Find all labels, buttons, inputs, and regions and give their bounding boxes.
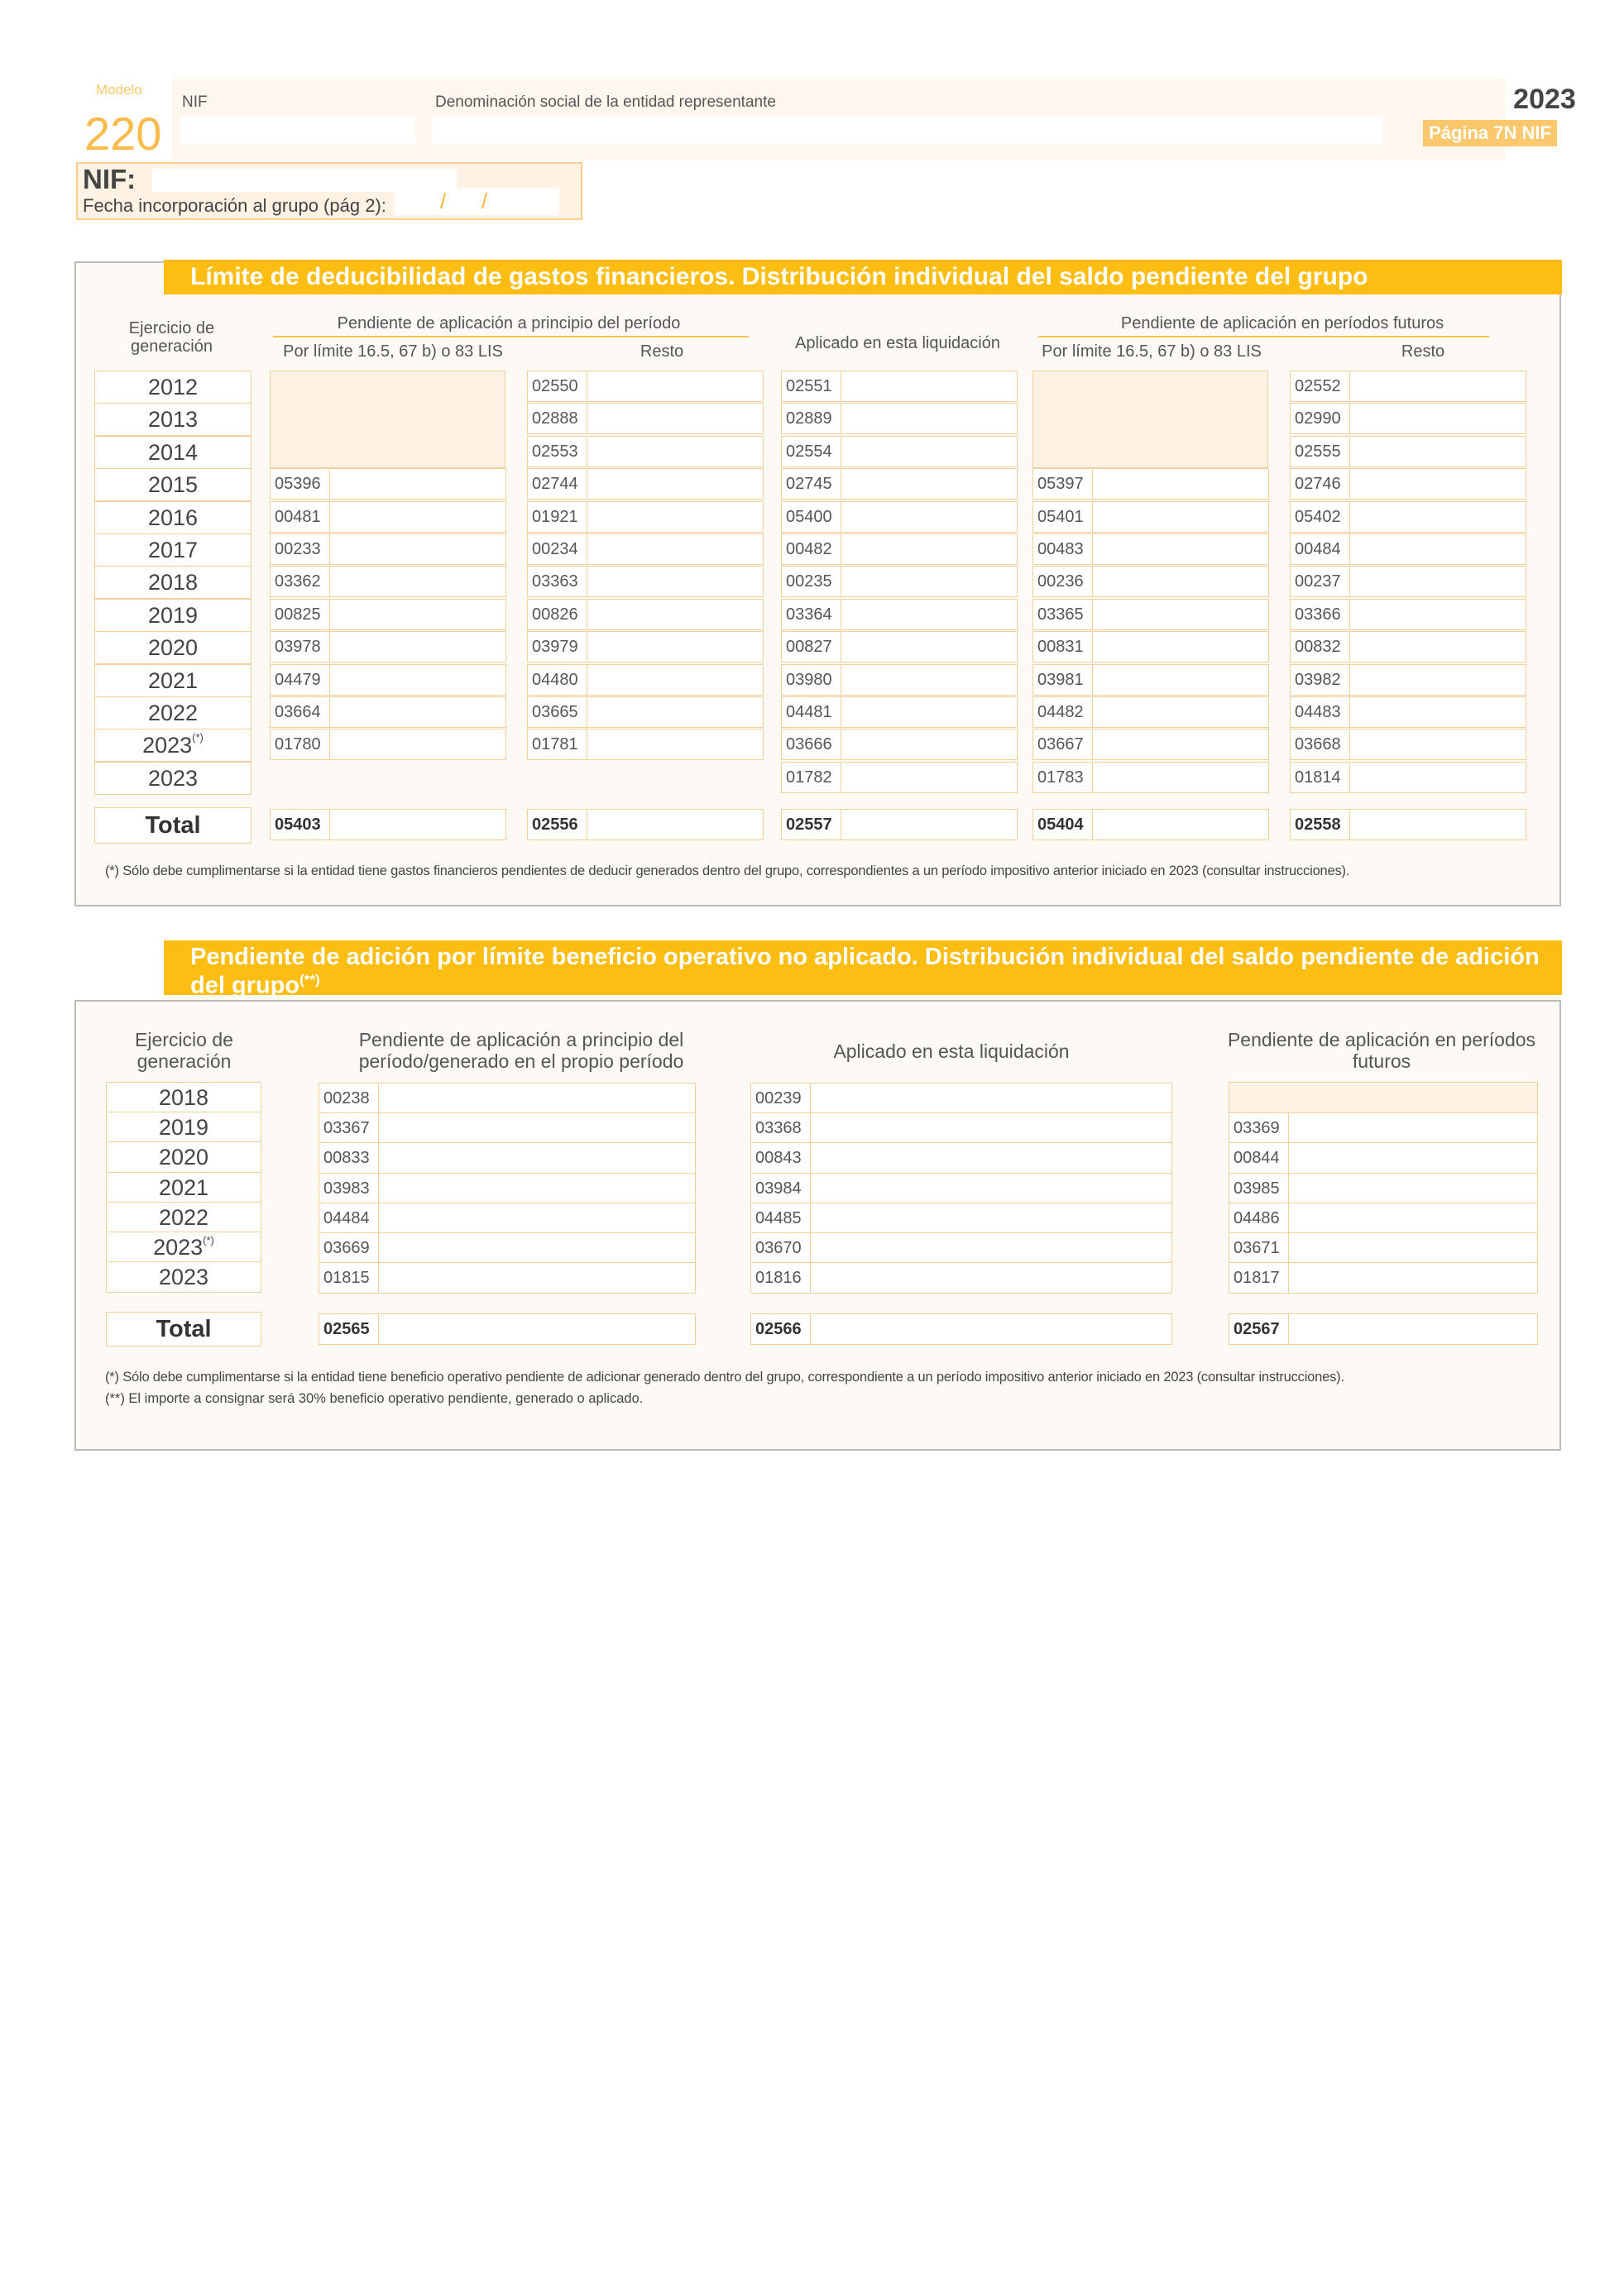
s2-input-00843[interactable] — [750, 1142, 1172, 1174]
s1-input-04483-code: 04483 — [1291, 697, 1350, 727]
s1-input-05400[interactable] — [781, 501, 1018, 533]
page-badge: Página 7N NIF — [1423, 120, 1557, 146]
s2-input-03367[interactable] — [319, 1112, 696, 1144]
s1-input-00234[interactable] — [527, 533, 764, 565]
s1-input-00483-code: 00483 — [1033, 534, 1093, 564]
s1-input-03362[interactable] — [270, 566, 506, 597]
s1-input-00482-code: 00482 — [782, 534, 841, 564]
s1-input-03980[interactable] — [781, 664, 1018, 696]
s1-total-label — [94, 807, 252, 844]
s1-input-03666-code: 03666 — [782, 729, 841, 759]
date-separator-1: / — [440, 189, 447, 213]
s2-total-label — [106, 1312, 261, 1347]
s1-year-row — [94, 371, 252, 404]
s1-input-02745[interactable] — [781, 468, 1018, 500]
s2-year-row-label: 2021 — [158, 1175, 209, 1200]
s2-input-00238-code: 00238 — [319, 1083, 379, 1113]
s1-input-01783-code: 01783 — [1033, 763, 1093, 792]
s1-input-03363-code: 03363 — [528, 567, 587, 596]
s1-input-00826-code: 00826 — [528, 600, 587, 629]
s1-input-00237[interactable] — [1290, 566, 1526, 597]
s2-input-03671-code: 03671 — [1229, 1233, 1289, 1263]
s1-input-00235[interactable] — [781, 566, 1018, 597]
s1-input-02550[interactable] — [527, 371, 764, 402]
section2-title-mark: (**) — [299, 972, 320, 988]
s1-input-03981-code: 03981 — [1033, 665, 1093, 695]
s1-input-01921-code: 01921 — [528, 502, 587, 532]
s1-input-03979-code: 03979 — [528, 632, 587, 662]
s1-input-00236[interactable] — [1032, 566, 1269, 597]
header — [74, 79, 1576, 161]
s2-input-04484-code: 04484 — [319, 1203, 379, 1233]
s1-input-00825-code: 00825 — [271, 600, 330, 629]
s1-input-03365-code: 03365 — [1033, 600, 1093, 629]
s1-input-00235-code: 00235 — [782, 567, 841, 596]
s1-input-02550-code: 02550 — [528, 371, 587, 401]
s1-input-03667-code: 03667 — [1033, 729, 1093, 759]
s2-input-00238[interactable] — [319, 1083, 696, 1114]
s1-input-05400-code: 05400 — [782, 502, 841, 532]
s2-input-00239[interactable] — [750, 1083, 1172, 1114]
s1-input-00832[interactable] — [1290, 631, 1526, 662]
s1-col-aplicado: Aplicado en esta liquidación — [795, 334, 1000, 352]
s1-input-00826[interactable] — [527, 599, 764, 630]
s2-input-00239-code: 00239 — [751, 1083, 811, 1113]
s2-year-row-mark: (*) — [203, 1234, 214, 1246]
s1-input-03665-code: 03665 — [528, 697, 587, 727]
s1-year-row — [94, 436, 252, 469]
s2-total-02567-code: 02567 — [1229, 1314, 1289, 1344]
s1-input-01780[interactable] — [270, 729, 506, 760]
s1-input-04480[interactable] — [527, 664, 764, 696]
s1-total-02558[interactable] — [1290, 809, 1526, 840]
s1-input-00827[interactable] — [781, 631, 1018, 662]
s1-input-03364[interactable] — [781, 599, 1018, 630]
s2-input-01817[interactable] — [1229, 1262, 1538, 1294]
s1-input-05397-code: 05397 — [1033, 469, 1093, 499]
s1-input-04482-code: 04482 — [1033, 697, 1093, 727]
s1-input-03982-code: 03982 — [1291, 665, 1350, 695]
year-label: 2023 — [1513, 84, 1576, 115]
s2-input-03670-code: 03670 — [751, 1233, 811, 1263]
modelo-label: Modelo — [96, 82, 142, 98]
s1-input-02888-code: 02888 — [528, 404, 587, 433]
s1-input-03363[interactable] — [527, 566, 764, 597]
s1-year-row-label: 2014 — [147, 440, 199, 465]
s1-input-00481[interactable] — [270, 501, 506, 533]
s1-input-04483[interactable] — [1290, 696, 1526, 728]
s1-total-02557[interactable] — [781, 809, 1018, 840]
s1-year-row-label: 2017 — [147, 538, 199, 562]
s1-col-resto-2: Resto — [1401, 342, 1445, 361]
s1-year-row — [94, 501, 252, 534]
s1-input-03668[interactable] — [1290, 729, 1526, 760]
s1-year-row-label: 2016 — [147, 505, 199, 530]
section1-title: Límite de deducibilidad de gastos financieros. Distribución individual del saldo pendiente del grupo — [164, 260, 1562, 294]
s1-footnote: (*) Sólo debe cumplimentarse si la entidad tiene gastos financieros pendientes de deducir generados dentro del grupo, correspondientes a un período impositivo anterior iniciado en 2023 (consultar instrucciones). — [105, 863, 1350, 878]
s2-input-03368-code: 03368 — [751, 1113, 811, 1143]
s1-input-05397[interactable] — [1032, 468, 1269, 500]
s1-total-02557-code: 02557 — [782, 810, 841, 839]
s2-input-03367-code: 03367 — [319, 1113, 379, 1143]
s2-col-principio: Pendiente de aplicación a principio del período/generado en el propio período — [358, 1029, 684, 1072]
s1-input-01781[interactable] — [527, 729, 764, 760]
s1-col-limite-1: Por límite 16.5, 67 b) o 83 LIS — [283, 342, 503, 361]
s1-year-row — [94, 566, 252, 599]
s1-input-00825[interactable] — [270, 599, 506, 630]
s1-input-03667[interactable] — [1032, 729, 1269, 760]
s1-year-row-label: 2015 — [147, 472, 199, 497]
s1-input-02553-code: 02553 — [528, 437, 587, 466]
s2-input-01815[interactable] — [319, 1262, 696, 1294]
s2-year-row-label: 2018 — [158, 1085, 209, 1110]
s1-input-00481-code: 00481 — [271, 502, 330, 532]
s1-year-row-label: 2022 — [147, 701, 199, 725]
s1-year-row — [94, 599, 252, 632]
s1-input-03665[interactable] — [527, 696, 764, 728]
s1-input-02990[interactable] — [1290, 403, 1526, 434]
s1-col-group-futuros: Pendiente de aplicación en períodos futuros — [1120, 314, 1444, 332]
denominacion-label: Denominación social de la entidad representante — [435, 93, 776, 111]
s1-input-01780-code: 01780 — [271, 729, 330, 759]
s1-input-00831-code: 00831 — [1033, 632, 1093, 662]
s2-footnote-1: (*) Sólo debe cumplimentarse si la entidad tiene beneficio operativo pendiente de adicionar generado dentro del grupo, correspondiente a un período impositivo anterior iniciado en 2023 (consultar instrucciones). — [105, 1370, 1344, 1385]
nif-input[interactable] — [180, 115, 415, 145]
s2-year-row — [106, 1082, 261, 1113]
s1-input-03982[interactable] — [1290, 664, 1526, 696]
s2-input-03671[interactable] — [1229, 1232, 1538, 1264]
s2-col-ejercicio: Ejercicio de generación — [135, 1029, 233, 1072]
s1-total-02556-code: 02556 — [528, 810, 587, 839]
s1-year-row — [94, 403, 252, 436]
s1-input-02552-code: 02552 — [1291, 371, 1350, 401]
s1-shaded-limite-futuros — [1032, 371, 1268, 468]
s1-input-02551-code: 02551 — [782, 371, 841, 401]
s2-input-03369-code: 03369 — [1229, 1113, 1289, 1143]
s2-total-02565[interactable] — [319, 1313, 696, 1345]
s2-input-01815-code: 01815 — [319, 1263, 379, 1293]
s1-input-00832-code: 00832 — [1291, 632, 1350, 662]
s1-input-02889[interactable] — [781, 403, 1018, 434]
s1-year-row-label: 2021 — [147, 668, 199, 693]
s2-year-row — [106, 1261, 261, 1293]
s2-total-02566[interactable] — [750, 1313, 1172, 1345]
s2-input-00843-code: 00843 — [751, 1143, 811, 1173]
s1-input-05402[interactable] — [1290, 501, 1526, 533]
s1-input-00831[interactable] — [1032, 631, 1269, 662]
s1-input-04479[interactable] — [270, 664, 506, 696]
s1-input-02744-code: 02744 — [528, 469, 587, 499]
s1-year-row-label: 2020 — [147, 635, 199, 660]
s1-rule-futuros — [1038, 336, 1489, 337]
s1-year-row — [94, 664, 252, 697]
s1-input-01783[interactable] — [1032, 762, 1269, 793]
s2-input-03985[interactable] — [1229, 1173, 1538, 1204]
section2-title-line2-wrap — [190, 969, 1562, 997]
s1-input-04482[interactable] — [1032, 696, 1269, 728]
s2-year-row-label: 2019 — [158, 1115, 209, 1140]
s1-input-03366[interactable] — [1290, 599, 1526, 630]
s1-input-03981[interactable] — [1032, 664, 1269, 696]
s1-input-00484[interactable] — [1290, 533, 1526, 565]
s1-input-00482[interactable] — [781, 533, 1018, 565]
s1-total-05404[interactable] — [1032, 809, 1269, 840]
s2-year-row-label: 2023 — [158, 1265, 209, 1289]
s1-year-row-mark: (*) — [192, 731, 204, 744]
s1-input-02555-code: 02555 — [1291, 437, 1350, 466]
s2-year-row — [106, 1172, 261, 1203]
s2-input-00833[interactable] — [319, 1142, 696, 1174]
s2-input-03984-code: 03984 — [751, 1174, 811, 1203]
s2-input-03369[interactable] — [1229, 1112, 1538, 1144]
s1-total-02556[interactable] — [527, 809, 764, 840]
s1-input-04480-code: 04480 — [528, 665, 587, 695]
s2-input-00844[interactable] — [1229, 1142, 1538, 1174]
s1-year-row — [94, 631, 252, 664]
section2-title-bar — [164, 940, 1562, 999]
s2-input-03669[interactable] — [319, 1232, 696, 1264]
s2-input-03368[interactable] — [750, 1112, 1172, 1144]
s1-input-02745-code: 02745 — [782, 469, 841, 499]
s1-input-02888[interactable] — [527, 403, 764, 434]
s1-input-01921[interactable] — [527, 501, 764, 533]
s1-input-03664-code: 03664 — [271, 697, 330, 727]
s1-year-row — [94, 729, 252, 762]
s2-input-03669-code: 03669 — [319, 1233, 379, 1263]
s2-shaded-futuros-2018 — [1229, 1082, 1538, 1115]
s1-input-05402-code: 05402 — [1291, 502, 1350, 532]
s2-year-row-label: 2023 — [153, 1235, 204, 1260]
nif-label: NIF — [182, 93, 208, 111]
s1-input-00483[interactable] — [1032, 533, 1269, 565]
s1-year-row-label: 2013 — [147, 407, 199, 432]
s1-input-00236-code: 00236 — [1033, 567, 1093, 596]
s1-input-00827-code: 00827 — [782, 632, 841, 662]
s1-input-00233-code: 00233 — [271, 534, 330, 564]
s1-col-limite-2: Por límite 16.5, 67 b) o 83 LIS — [1042, 342, 1262, 361]
s1-year-row-label: 2023 — [147, 766, 199, 791]
s1-input-01782-code: 01782 — [782, 763, 841, 792]
s1-input-03668-code: 03668 — [1291, 729, 1350, 759]
s2-footnote-2: (**) El importe a consignar será 30% beneficio operativo pendiente, generado o aplicado. — [105, 1391, 644, 1406]
s2-input-04484[interactable] — [319, 1203, 696, 1234]
s1-input-01782[interactable] — [781, 762, 1018, 793]
section2-title-line2: del grupo — [190, 972, 300, 999]
s1-input-00237-code: 00237 — [1291, 567, 1350, 596]
fecha-label: Fecha incorporación al grupo (pág 2): — [83, 195, 386, 216]
s1-input-02990-code: 02990 — [1291, 404, 1350, 433]
s1-input-03666[interactable] — [781, 729, 1018, 760]
s1-year-row — [94, 533, 252, 567]
s1-input-02554-code: 02554 — [782, 437, 841, 466]
s2-input-04485-code: 04485 — [751, 1203, 811, 1233]
s1-input-03978-code: 03978 — [271, 632, 330, 662]
modelo-number: 220 — [84, 108, 162, 160]
s1-year-row — [94, 762, 252, 795]
nif-big-label: NIF: — [83, 164, 137, 194]
s1-input-03366-code: 03366 — [1291, 600, 1350, 629]
s2-input-04486-code: 04486 — [1229, 1203, 1289, 1233]
s1-input-00234-code: 00234 — [528, 534, 587, 564]
s1-input-05396-code: 05396 — [271, 469, 330, 499]
s1-col-group-principio: Pendiente de aplicación a principio del período — [337, 314, 681, 332]
s2-input-01816-code: 01816 — [751, 1263, 811, 1293]
s2-total-02566-code: 02566 — [751, 1314, 811, 1344]
s2-input-01817-code: 01817 — [1229, 1263, 1289, 1293]
s1-col-ejercicio: Ejercicio de generación — [128, 319, 215, 356]
s2-year-row — [106, 1141, 261, 1173]
s1-input-02554[interactable] — [781, 436, 1018, 467]
s1-input-03980-code: 03980 — [782, 665, 841, 695]
s2-input-03985-code: 03985 — [1229, 1174, 1289, 1203]
s2-input-03984[interactable] — [750, 1173, 1172, 1204]
denominacion-input[interactable] — [432, 115, 1383, 145]
s1-input-03979[interactable] — [527, 631, 764, 662]
s1-input-02746-code: 02746 — [1291, 469, 1350, 499]
s1-year-row — [94, 468, 252, 501]
s1-year-row-label: 2018 — [147, 570, 199, 595]
s1-input-05401-code: 05401 — [1033, 502, 1093, 532]
s1-input-03664[interactable] — [270, 696, 506, 728]
s2-input-00844-code: 00844 — [1229, 1143, 1289, 1173]
s1-input-03365[interactable] — [1032, 599, 1269, 630]
s2-year-row — [106, 1112, 261, 1143]
s1-input-02744[interactable] — [527, 468, 764, 500]
s2-year-row-label: 2022 — [158, 1205, 209, 1230]
s1-year-row-label: 2019 — [147, 603, 199, 628]
s2-col-aplicado: Aplicado en esta liquidación — [833, 1040, 1070, 1062]
s1-shaded-limite-principio — [270, 371, 505, 468]
s1-rule-principio — [273, 336, 749, 337]
date-separator-2: / — [481, 189, 488, 213]
s1-input-04481[interactable] — [781, 696, 1018, 728]
s1-total-05404-code: 05404 — [1033, 810, 1093, 839]
s2-year-row — [106, 1202, 261, 1233]
s1-input-02552[interactable] — [1290, 371, 1526, 402]
s2-year-row-label: 2020 — [158, 1145, 209, 1170]
s2-total-label-label: Total — [156, 1316, 212, 1342]
s1-input-03364-code: 03364 — [782, 600, 841, 629]
s1-input-02746[interactable] — [1290, 468, 1526, 500]
s1-col-resto-1: Resto — [640, 342, 684, 361]
s1-year-row-label: 2023 — [142, 733, 193, 758]
s2-total-02567[interactable] — [1229, 1313, 1538, 1345]
nif-incorporation-box — [76, 162, 582, 220]
section2-title-line1: Pendiente de adición por límite beneficio operativo no aplicado. Distribución individual del saldo pendiente de adición — [190, 944, 1540, 970]
s1-input-02551[interactable] — [781, 371, 1018, 402]
s2-input-03670[interactable] — [750, 1232, 1172, 1264]
s1-input-03978[interactable] — [270, 631, 506, 662]
s1-total-05403-code: 05403 — [271, 810, 330, 839]
s1-input-05396[interactable] — [270, 468, 506, 500]
s1-input-05401[interactable] — [1032, 501, 1269, 533]
s1-input-04481-code: 04481 — [782, 697, 841, 727]
s1-year-row-label: 2012 — [147, 375, 199, 399]
s1-input-01814-code: 01814 — [1291, 763, 1350, 792]
s1-total-label-label: Total — [145, 812, 201, 839]
s1-input-03362-code: 03362 — [271, 567, 330, 596]
s2-input-03983[interactable] — [319, 1173, 696, 1204]
s1-input-02889-code: 02889 — [782, 404, 841, 433]
fecha-input[interactable] — [394, 189, 559, 215]
s1-total-02558-code: 02558 — [1291, 810, 1350, 839]
s1-input-04479-code: 04479 — [271, 665, 330, 695]
s1-input-02555[interactable] — [1290, 436, 1526, 467]
s1-input-00233[interactable] — [270, 533, 506, 565]
s1-input-00484-code: 00484 — [1291, 534, 1350, 564]
s1-input-01781-code: 01781 — [528, 729, 587, 759]
s2-input-00833-code: 00833 — [319, 1143, 379, 1173]
s2-total-02565-code: 02565 — [319, 1314, 379, 1344]
s2-col-futuros: Pendiente de aplicación en períodos futuros — [1227, 1029, 1536, 1072]
s2-input-01816[interactable] — [750, 1262, 1172, 1294]
s1-input-01814[interactable] — [1290, 762, 1526, 793]
s2-input-04486[interactable] — [1229, 1203, 1538, 1234]
s2-input-04485[interactable] — [750, 1203, 1172, 1234]
s1-total-05403[interactable] — [270, 809, 506, 840]
s1-year-row — [94, 696, 252, 729]
s2-input-03983-code: 03983 — [319, 1174, 379, 1203]
s2-year-row — [106, 1232, 261, 1263]
s1-input-02553[interactable] — [527, 436, 764, 467]
